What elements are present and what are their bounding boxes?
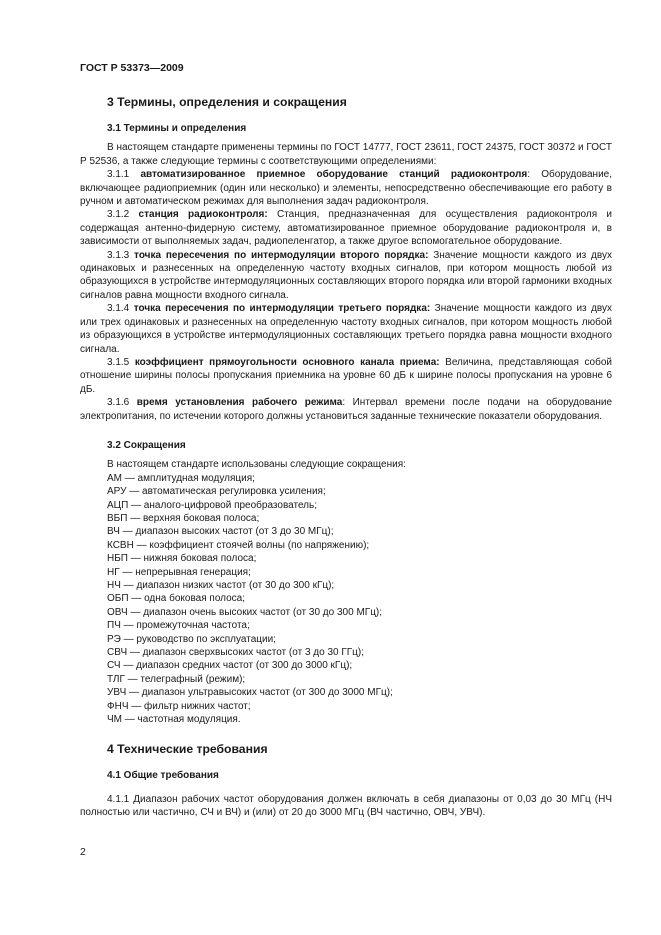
list-item: НБП — нижняя боковая полоса;: [107, 553, 257, 565]
section-4-title: 4 Технические требования: [107, 742, 268, 757]
list-item: КСВН — коэффициент стоячей волны (по напряжению);: [107, 539, 370, 551]
list-item: РЭ — руководство по эксплуатации;: [107, 633, 276, 645]
term-name: точка пересечения по интермодуляции второго порядка:: [134, 249, 429, 261]
term-name: автоматизированное приемное оборудование станций радиоконтроля: [140, 169, 528, 181]
term-num: 3.1.5: [107, 356, 130, 368]
term-3-1-2: [80, 208, 612, 248]
list-item: ЧМ — частотная модуляция.: [107, 714, 241, 726]
term-num: 3.1.4: [107, 303, 130, 315]
term-3-1-6: 3.1.6 время установления рабочего режима: Интервал времени после подачи на оборудование электропитания, по истечении которого должны установиться заданные технические показатели оборудования.: [80, 397, 613, 422]
list-item: ТЛГ — телеграфный (режим);: [107, 673, 246, 685]
term-num: 3.1.2: [107, 209, 130, 221]
subsection-4-1-title: 4.1 Общие требования: [107, 770, 219, 782]
subsection-3-2-title: 3.2 Сокращения: [107, 439, 186, 451]
term-def: Оборудование, включающее радиоприемник (один или несколько) и элементы, непосредственно обеспечивающие его работу в ручном и автоматическом режимах для выполнения задач радиоконтроля.: [80, 169, 612, 208]
terms-intro: В настоящем стандарте применены термины по ГОСТ 14777, ГОСТ 23611, ГОСТ 24375, ГОСТ 30372 и ГОСТ Р 52536, а также следующие термины с соответствующими определениями:: [80, 142, 612, 167]
term-def: Интервал времени после подачи на оборудование электропитания, по истечении которого должны установиться заданные технические показатели оборудования.: [80, 397, 613, 422]
terms-list: [80, 168, 612, 423]
abbreviations-intro: В настоящем стандарте использованы следующие сокращения:: [107, 459, 406, 471]
term-num: 3.1.1: [107, 169, 130, 181]
list-item: ПЧ — промежуточная частота;: [107, 620, 250, 632]
list-item: УВЧ — диапазон ультравысоких частот (от 300 до 3000 МГц);: [107, 687, 393, 699]
term-def: Значение мощности каждого из двух или трех одинаковых и разнесенных на определенную частоту входных сигналов, при котором мощность любой из образующихся в устройстве интермодуляционных составляющих третьего порядка равна мощности входного сигнала.: [80, 303, 612, 355]
paragraph-4-1-1: 4.1.1 Диапазон рабочих частот оборудования должен включать в себя диапазоны от 0,03 до 30 МГц (НЧ полностью или частично, СЧ и ВЧ) и (или) от 20 до 3000 МГц (ВЧ частично, ОВЧ, УВЧ).: [80, 793, 612, 819]
list-item: ВЧ — диапазон высоких частот (от 3 до 30 МГц);: [107, 526, 334, 538]
list-item: СЧ — диапазон средних частот (от 300 до 3000 кГц);: [107, 660, 353, 672]
term-def: Значение мощности каждого из двух одинаковых и разнесенных на определенную частоту входных сигналов, при котором мощность любой из образующихся в устройстве интермодуляционных составляющих второго порядка или второй гармоники входных сигналов равна мощности входного сигнала.: [80, 249, 612, 301]
term-name: точка пересечения по интермодуляции третьего порядка:: [133, 303, 431, 315]
list-item: ОВЧ — диапазон очень высоких частот (от 30 до 300 МГц);: [107, 606, 383, 618]
term-def: Величина, представляющая собой отношение ширины полосы пропускания приемника на уровне 60 дБ к ширине полосы пропускания на уровне 6 дБ.: [80, 356, 612, 395]
term-name: станция радиоконтроля:: [138, 209, 268, 221]
term-name: коэффициент прямоугольности основного канала приема:: [134, 356, 440, 368]
section-3-title: 3 Термины, определения и сокращения: [107, 95, 347, 109]
list-item: ВБП — верхняя боковая полоса;: [107, 512, 260, 524]
term-3-1-3: [80, 249, 612, 303]
list-item: ОБП — одна боковая полоса;: [107, 593, 246, 605]
list-item: НЧ — диапазон низких частот (от 30 до 300 кГц);: [107, 580, 335, 591]
term-3-1-5: [80, 356, 612, 396]
page-content: [80, 95, 612, 820]
page-number: 2: [80, 846, 86, 858]
list-item: АМ — амплитудная модуляция;: [107, 472, 255, 484]
abbreviations-list: [80, 472, 612, 727]
term-num: 3.1.6: [107, 397, 130, 409]
list-item: АРУ — автоматическая регулировка усиления;: [107, 486, 326, 498]
page-header: ГОСТ Р 53373—2009: [80, 62, 184, 74]
list-item: ФНЧ — фильтр нижних частот;: [107, 700, 251, 712]
term-name: время установления рабочего режима: [136, 397, 343, 409]
list-item: СВЧ — диапазон сверхвысоких частот (от 3 до 30 ГГц);: [107, 647, 365, 659]
list-item: НГ — непрерывная генерация;: [107, 566, 251, 578]
subsection-3-1-title: 3.1 Термины и определения: [107, 123, 247, 134]
term-def: Станция, предназначенная для осуществления радиоконтроля и содержащая антенно-фидерную систему, автоматизированное приемное оборудование радиоконтроля и, в зависимости от выполняемых задач, радиопеленгатор, а также другое вспомогательное оборудование.: [80, 209, 612, 248]
term-num: 3.1.3: [107, 249, 130, 261]
term-3-1-1: 3.1.1 автоматизированное приемное оборудование станций радиоконтроля: Оборудование, включающее радиоприемник (один или несколько) и элементы, непосредственно обеспечивающие его работу в ручном и автоматическом режимах для выполнения задач радиоконтроля.: [80, 169, 612, 208]
term-3-1-4: [80, 302, 612, 356]
list-item: АЦП — аналого-цифровой преобразователь;: [107, 499, 318, 511]
